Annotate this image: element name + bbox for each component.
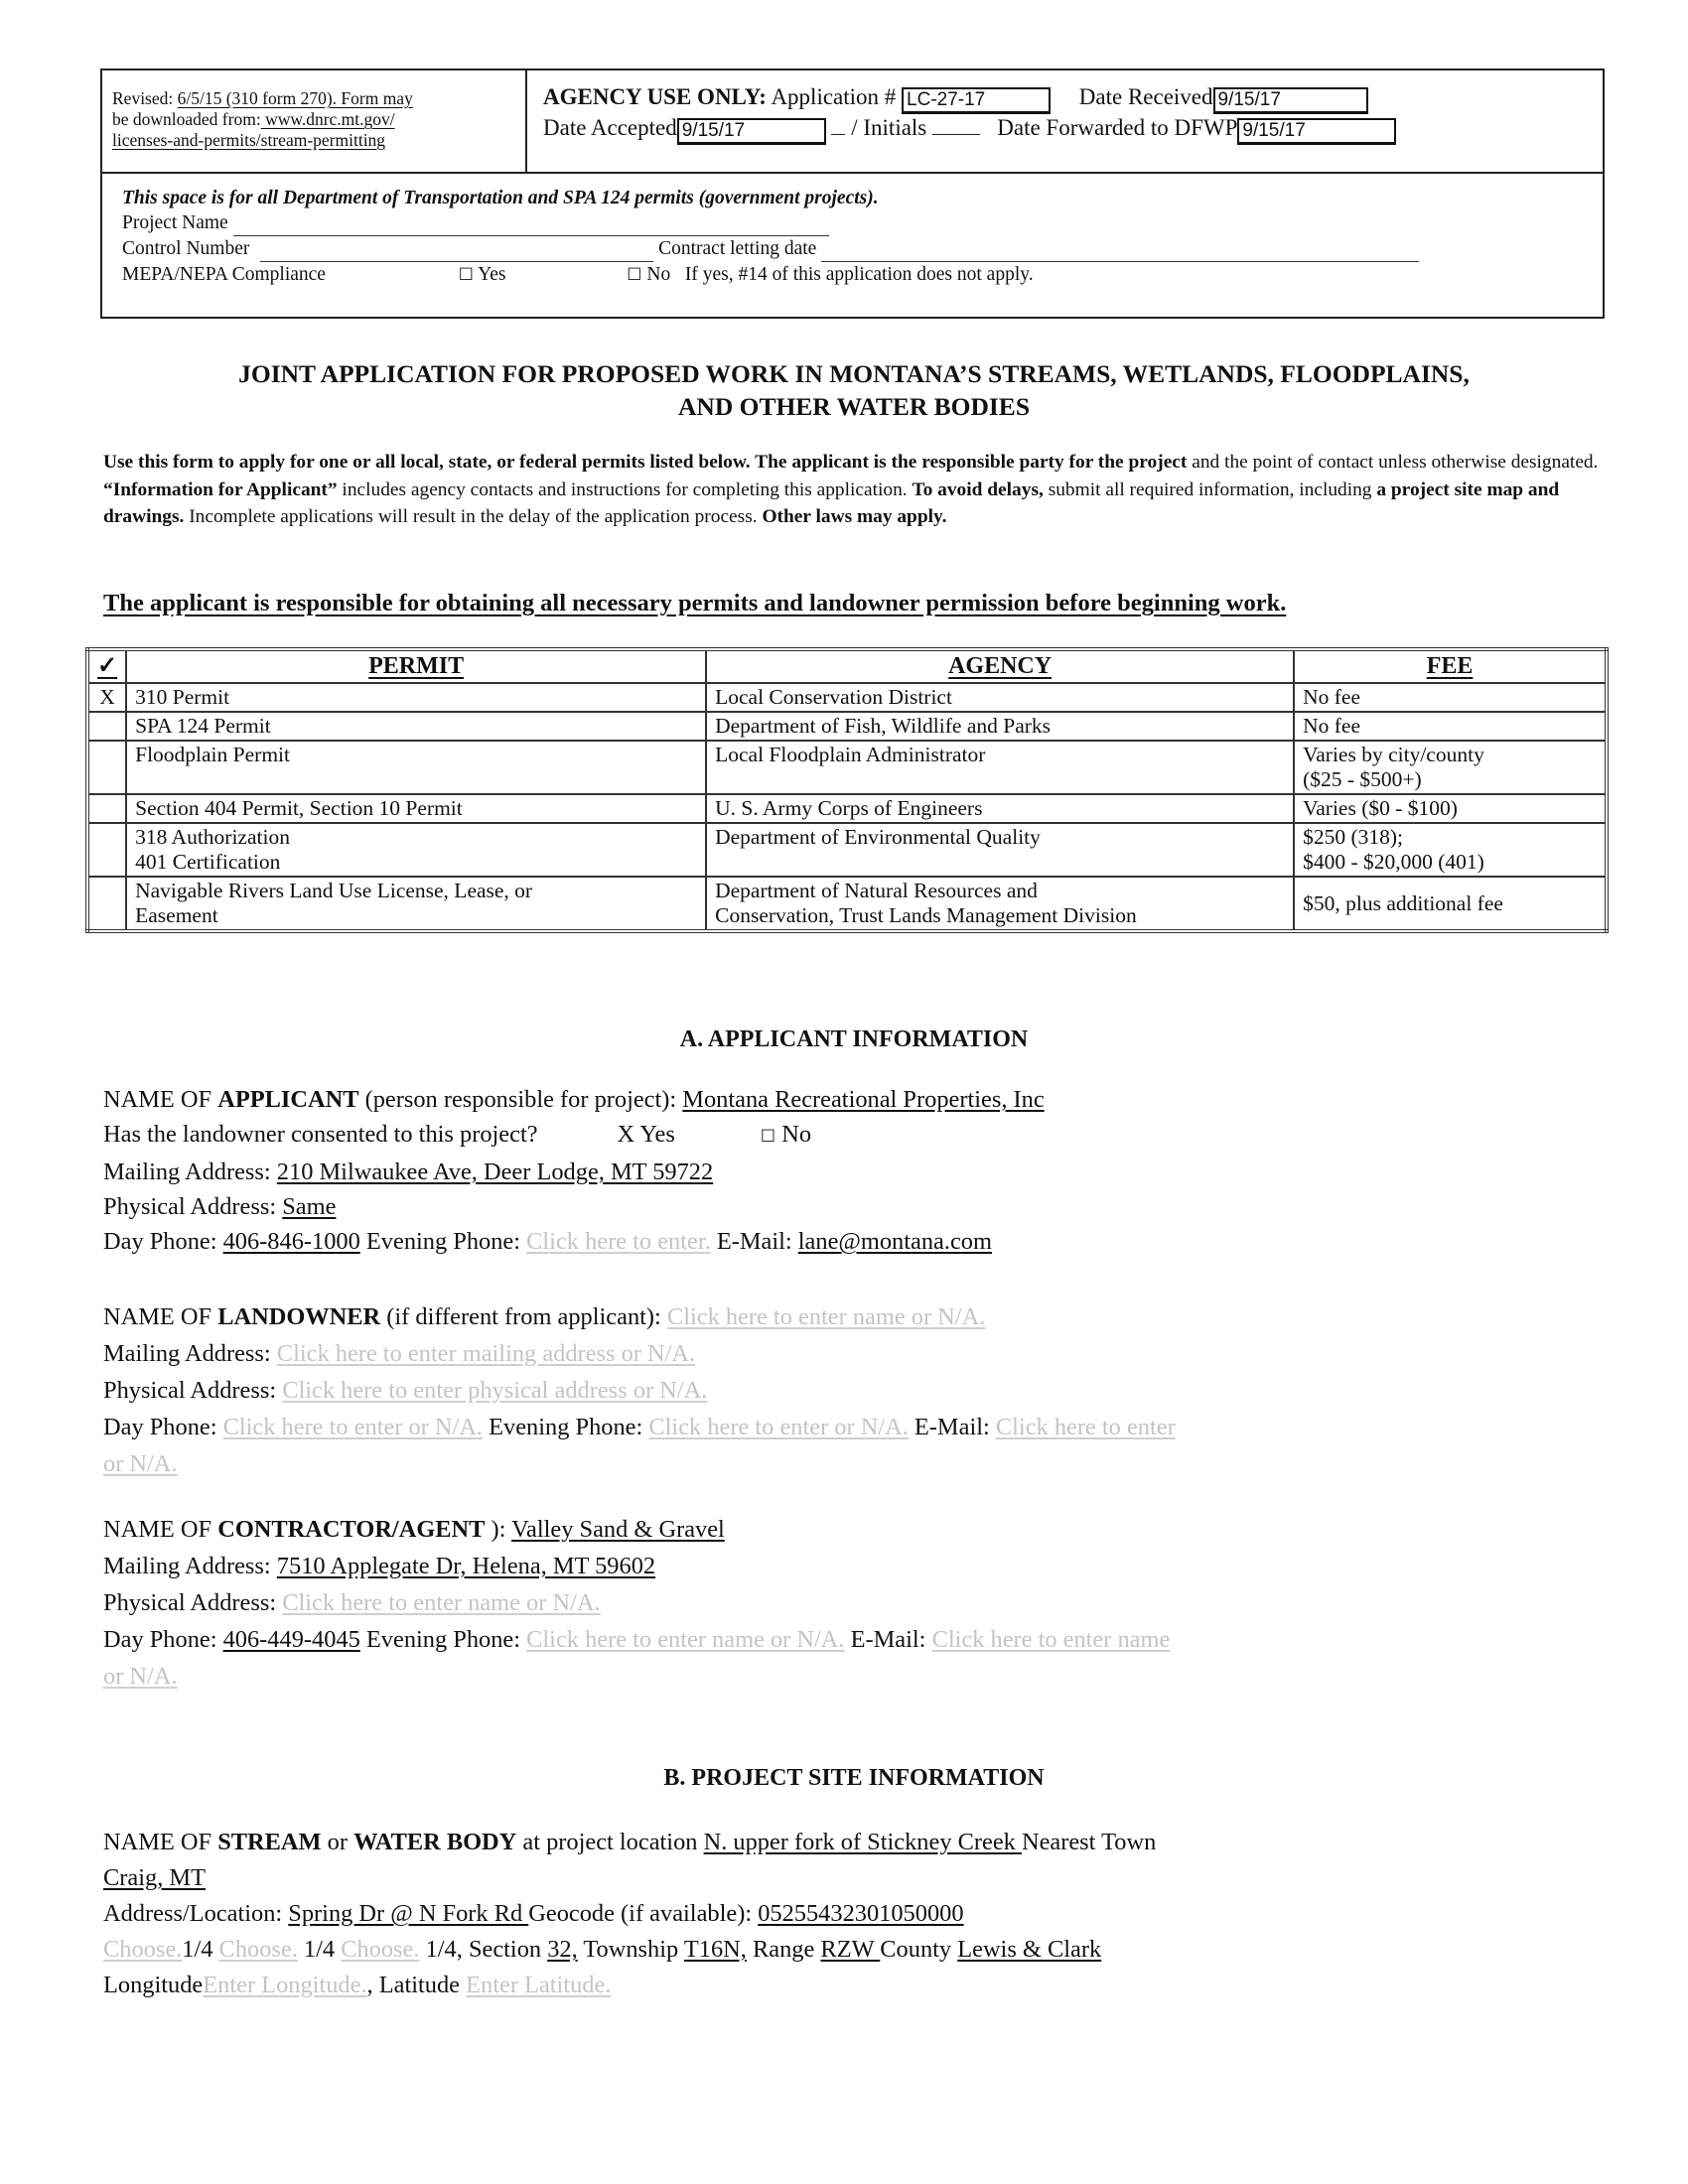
contractor-block [103,1511,1622,1695]
permit-checkbox[interactable] [87,823,126,877]
latitude-field[interactable]: Enter Latitude. [466,1972,612,1998]
dot-spa124-section [102,172,1603,317]
form-title [89,357,1618,423]
applicant-evening-phone-label: Evening Phone: [359,1228,527,1255]
intro-text: submit all required information, including [1043,478,1377,500]
longitude-field[interactable]: Enter Longitude. [203,1972,367,1998]
revised-value: 6/5/15 (310 form 270). Form may [177,88,413,108]
date-received-field[interactable]: 9/15/17 [1213,87,1368,114]
form-title-line2: AND OTHER WATER BODIES [677,392,1030,421]
permit-checkbox[interactable] [87,712,126,741]
county-field[interactable]: Lewis & Clark [957,1936,1102,1963]
project-name-field[interactable] [233,210,829,236]
fee-column-header: FEE [1294,649,1607,683]
contractor-name-label-post: ): [485,1516,512,1543]
contractor-mailing-label: Mailing Address: [103,1553,277,1579]
permit-row [87,712,1607,741]
mepa-no-label: No [646,264,671,285]
permit-fee: No fee [1294,712,1607,741]
permit-name: Section 404 Permit, Section 10 Permit [126,794,706,823]
landowner-consent-label: Has the landowner consented to this project? [103,1121,538,1148]
permit-checkbox[interactable] [87,794,126,823]
permit-fee: $250 (318); $400 - $20,000 (401) [1294,823,1607,877]
applicant-day-phone-label: Day Phone: [103,1228,223,1255]
consent-yes-checkbox[interactable]: X [617,1121,635,1148]
landowner-physical-field[interactable]: Click here to enter physical address or N/A. [282,1377,708,1404]
intro-text: Use this form to apply for one or all local, state, or federal permits listed below. The applicant is the responsible party for the project [103,452,1188,473]
address-location-field[interactable]: Spring Dr @ N Fork Rd [288,1900,529,1927]
permit-agency: Department of Environmental Quality [706,823,1294,877]
permit-fee: No fee [1294,683,1607,712]
contractor-name-field[interactable]: Valley Sand & Gravel [511,1516,725,1543]
agency-header-box [100,68,1605,319]
agency-column-header: AGENCY [706,649,1294,683]
initials-field[interactable] [932,134,980,135]
permit-name: 318 Authorization 401 Certification [126,823,706,877]
permit-name: Navigable Rivers Land Use License, Lease, or Easement [126,877,706,931]
date-forwarded-field[interactable]: 9/15/17 [1237,118,1396,145]
township-label: Township [577,1936,684,1963]
section-label: 1/4, Section [419,1936,548,1963]
consent-no-checkbox[interactable]: ☐ [760,1127,776,1147]
applicant-mailing-label: Mailing Address: [103,1159,277,1185]
contractor-mailing-field[interactable]: 7510 Applegate Dr, Helena, MT 59602 [276,1553,656,1579]
landowner-name-field[interactable]: Click here to enter name or N/A. [666,1303,986,1330]
contractor-evening-phone-label: Evening Phone: [359,1626,527,1653]
landowner-mailing-label: Mailing Address: [103,1340,277,1367]
permit-table-header [87,649,1607,683]
quarter-section-select-3[interactable]: Choose. [341,1936,420,1963]
applicant-name-label-post: (person responsible for project): [358,1086,683,1113]
permit-fee: Varies by city/county ($25 - $500+) [1294,741,1607,794]
quarter-section-select-1[interactable]: Choose. [103,1936,183,1963]
date-received-label: Date Received [1078,84,1213,109]
download-link-path[interactable]: licenses-and-permits/stream-permitting [112,130,386,150]
landowner-evening-phone-label: Evening Phone: [483,1414,649,1440]
stream-label-post: at project location [516,1829,704,1855]
contractor-email-label: E-Mail: [844,1626,932,1653]
initials-label: / Initials [851,115,927,140]
longitude-label: Longitude [103,1972,204,1998]
check-column-header: ✓ [87,649,126,683]
landowner-day-phone-label: Day Phone: [103,1414,223,1440]
quarter-label: 1/4 [182,1936,219,1963]
permit-row [87,877,1607,931]
applicant-physical-field[interactable]: Same [282,1193,337,1220]
stream-label-mid: or [321,1829,354,1855]
contract-letting-field[interactable] [821,236,1419,262]
township-field[interactable]: T16N, [683,1936,747,1963]
applicant-name-field[interactable]: Montana Recreational Properties, Inc [682,1086,1045,1113]
permit-table [85,647,1609,933]
permit-row [87,741,1607,794]
permit-column-header: PERMIT [126,649,706,683]
permit-fee: $50, plus additional fee [1294,877,1607,931]
address-location-label: Address/Location: [103,1900,289,1927]
permit-agency: Department of Natural Resources and Conservation, Trust Lands Management Division [706,877,1294,931]
landowner-day-phone-field[interactable]: Click here to enter or N/A. [222,1414,484,1440]
landowner-email-field-cont[interactable]: or N/A. [103,1450,178,1477]
county-label: County [880,1936,958,1963]
geocode-label: Geocode (if available): [528,1900,759,1927]
applicant-block [103,1082,1622,1259]
applicant-email-field[interactable]: lane@montana.com [797,1228,992,1255]
intro-text: and the point of contact unless otherwise designated. [1187,452,1599,473]
control-number-label: Control Number [122,238,250,259]
applicant-day-phone-field[interactable]: 406-846-1000 [222,1228,360,1255]
range-field[interactable]: RZW [820,1936,881,1963]
download-link[interactable]: www.dnrc.mt.gov/ [260,109,395,129]
mepa-yes-checkbox[interactable]: ☐ [458,265,474,285]
permit-checkbox[interactable]: X [87,683,126,712]
control-number-field[interactable] [260,236,653,262]
landowner-name-label-bold: LANDOWNER [217,1303,381,1330]
contractor-physical-label: Physical Address: [103,1589,283,1616]
permit-name: 310 Permit [126,683,706,712]
section-field[interactable]: 32, [547,1936,578,1963]
permit-checkbox[interactable] [87,877,126,931]
quarter-section-select-2[interactable]: Choose. [218,1936,298,1963]
permit-agency: Local Conservation District [706,683,1294,712]
project-site-block [103,1825,1622,2003]
applicant-mailing-field[interactable]: 210 Milwaukee Ave, Deer Lodge, MT 59722 [276,1159,714,1185]
contractor-email-field-cont[interactable]: or N/A. [103,1663,178,1690]
project-name-label: Project Name [122,212,228,233]
contract-letting-label: Contract letting date [658,238,817,259]
responsibility-warning: The applicant is responsible for obtaining all necessary permits and landowner permission before beginning work. [103,590,1287,616]
mepa-nepa-label: MEPA/NEPA Compliance [122,264,326,285]
range-label: Range [746,1936,821,1963]
applicant-name-label-bold: APPLICANT [217,1086,359,1113]
nearest-town-label: Nearest Town [1021,1829,1157,1855]
landowner-block [103,1298,1622,1482]
landowner-email-field[interactable]: Click here to enter [995,1414,1176,1440]
contractor-physical-field[interactable]: Click here to enter name or N/A. [282,1589,601,1616]
permit-agency: Local Floodplain Administrator [706,741,1294,794]
water-body-label-bold: WATER BODY [353,1829,517,1855]
contractor-evening-phone-field[interactable]: Click here to enter name or N/A. [526,1626,845,1653]
contractor-name-label-bold: CONTRACTOR/AGENT [217,1516,486,1543]
applicant-physical-label: Physical Address: [103,1193,283,1220]
landowner-mailing-field[interactable]: Click here to enter mailing address or N/A. [276,1340,696,1367]
stream-label-bold: STREAM [217,1829,322,1855]
download-label: be downloaded from: [112,109,261,129]
application-number-label: Application # [771,84,897,109]
stream-label: NAME OF [103,1829,218,1855]
contractor-day-phone-label: Day Phone: [103,1626,223,1653]
date-accepted-label: Date Accepted [543,115,677,140]
intro-paragraph [103,449,1613,531]
landowner-evening-phone-field[interactable]: Click here to enter or N/A. [648,1414,909,1440]
quarter-label: 1/4 [297,1936,342,1963]
permit-row [87,683,1607,712]
permit-name: Floodplain Permit [126,741,706,794]
applicant-email-label: E-Mail: [710,1228,798,1255]
contractor-day-phone-field[interactable]: 406-449-4045 [222,1626,360,1653]
section-b-heading: B. PROJECT SITE INFORMATION [663,1765,1045,1791]
permit-row [87,794,1607,823]
intro-text: includes agency contacts and instructions for completing this application. [337,478,913,500]
intro-text: To avoid delays, [912,478,1044,500]
application-number-field[interactable]: LC-27-17 [902,87,1051,114]
contractor-name-label: NAME OF [103,1516,218,1543]
geocode-field[interactable]: 05255432301050000 [758,1900,964,1927]
agency-use-only-label: AGENCY USE ONLY: [543,84,767,109]
intro-text: a project site map and drawings. [103,478,1560,527]
applicant-name-label: NAME OF [103,1086,218,1113]
consent-no-label: No [781,1121,812,1148]
mepa-no-checkbox[interactable]: ☐ [627,265,642,285]
landowner-name-label: NAME OF [103,1303,218,1330]
intro-text: “Information for Applicant” [103,478,338,500]
permit-checkbox[interactable] [87,741,126,794]
permit-agency: U. S. Army Corps of Engineers [706,794,1294,823]
permit-fee: Varies ($0 - $100) [1294,794,1607,823]
mepa-yes-label: Yes [478,264,506,285]
intro-text: Incomplete applications will result in the delay of the application process. [184,506,763,527]
applicant-evening-phone-field[interactable]: Click here to enter. [526,1228,711,1255]
revision-note [102,70,527,172]
consent-yes-label: Yes [639,1121,675,1148]
nearest-town-field[interactable]: Craig, MT [103,1864,206,1891]
landowner-name-label-post: (if different from applicant): [380,1303,667,1330]
contractor-email-field[interactable]: Click here to enter name [931,1626,1171,1653]
landowner-physical-label: Physical Address: [103,1377,283,1404]
intro-text: Other laws may apply. [762,506,947,527]
form-title-line1: JOINT APPLICATION FOR PROPOSED WORK IN MONTANA’S STREAMS, WETLANDS, FLOODPLAINS, [238,359,1470,388]
permit-name: SPA 124 Permit [126,712,706,741]
latitude-label: , Latitude [366,1972,467,1998]
revised-label: Revised: [112,88,174,108]
stream-name-field[interactable]: N. upper fork of Stickney Creek [703,1829,1022,1855]
agency-use-only [527,70,1603,172]
landowner-email-label: E-Mail: [908,1414,996,1440]
date-accepted-field[interactable]: 9/15/17 [677,118,826,145]
mepa-note: If yes, #14 of this application does not apply. [684,264,1034,285]
section-a-heading: A. APPLICANT INFORMATION [679,1026,1029,1052]
permit-agency: Department of Fish, Wildlife and Parks [706,712,1294,741]
permit-row [87,823,1607,877]
date-forwarded-label: Date Forwarded to DFWP [997,115,1238,140]
dot-section-note: This space is for all Department of Transportation and SPA 124 permits (government projects). [122,188,879,208]
